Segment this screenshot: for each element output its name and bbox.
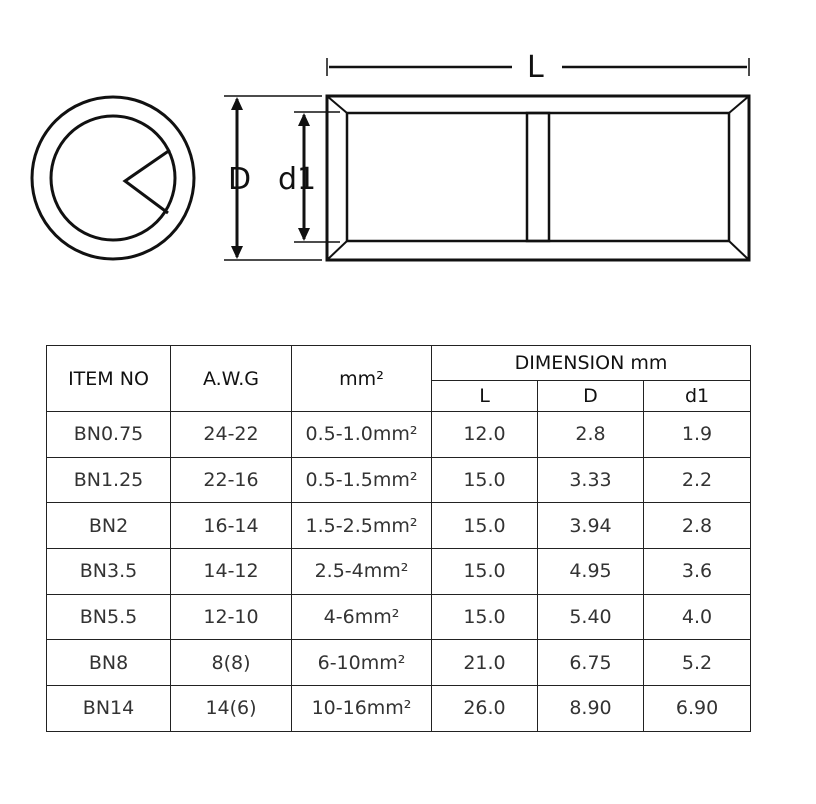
cell-awg: 22-16 (171, 457, 292, 503)
side-view-inner (347, 113, 729, 241)
cell-area: 0.5-1.5mm² (292, 457, 432, 503)
inner-diameter-label: d1 (278, 162, 317, 197)
cell-awg: 12-10 (171, 594, 292, 640)
cell-d1: 3.6 (644, 549, 751, 595)
cell-d: 4.95 (538, 549, 644, 595)
cell-area: 6-10mm² (292, 640, 432, 686)
side-view (327, 96, 749, 260)
table-row (47, 549, 751, 595)
table-row (47, 686, 751, 732)
cell-item: BN5.5 (47, 594, 171, 640)
cell-l: 26.0 (432, 686, 538, 732)
cell-area: 10-16mm² (292, 686, 432, 732)
side-view-center-stop (527, 113, 549, 241)
cell-awg: 14-12 (171, 549, 292, 595)
table-row (47, 503, 751, 549)
cell-d1: 5.2 (644, 640, 751, 686)
cell-d1: 2.8 (644, 503, 751, 549)
connector-drawing (0, 0, 816, 330)
cell-awg: 8(8) (171, 640, 292, 686)
cell-d1: 2.2 (644, 457, 751, 503)
cell-area: 2.5-4mm² (292, 549, 432, 595)
cell-d1: 4.0 (644, 594, 751, 640)
end-view (32, 97, 194, 259)
header-d: D (538, 381, 644, 412)
cell-l: 15.0 (432, 503, 538, 549)
cell-l: 15.0 (432, 594, 538, 640)
header-item-no: ITEM NO (47, 346, 171, 412)
table-row (47, 594, 751, 640)
inner-diameter-dimension (278, 112, 340, 242)
table-row (47, 412, 751, 458)
cell-area: 0.5-1.0mm² (292, 412, 432, 458)
header-dimension: DIMENSION mm (432, 346, 751, 381)
cell-area: 4-6mm² (292, 594, 432, 640)
table-row (47, 640, 751, 686)
end-view-inner-ring (51, 116, 175, 240)
cell-item: BN3.5 (47, 549, 171, 595)
cell-l: 15.0 (432, 457, 538, 503)
header-area: mm² (292, 346, 432, 412)
cell-awg: 14(6) (171, 686, 292, 732)
cell-d: 6.75 (538, 640, 644, 686)
length-label: L (527, 50, 544, 85)
cell-d1: 6.90 (644, 686, 751, 732)
cell-item: BN1.25 (47, 457, 171, 503)
header-d1: d1 (644, 381, 751, 412)
cell-awg: 16-14 (171, 503, 292, 549)
table-row (47, 457, 751, 503)
length-dimension (327, 50, 749, 85)
end-view-seam (125, 150, 170, 213)
cell-d1: 1.9 (644, 412, 751, 458)
cell-d: 2.8 (538, 412, 644, 458)
side-view-outer (327, 96, 749, 260)
end-view-outer-ring (32, 97, 194, 259)
outer-diameter-label: D (228, 162, 252, 197)
cell-d: 3.94 (538, 503, 644, 549)
cell-l: 12.0 (432, 412, 538, 458)
spec-table (46, 345, 751, 732)
cell-item: BN2 (47, 503, 171, 549)
cell-item: BN14 (47, 686, 171, 732)
cell-l: 15.0 (432, 549, 538, 595)
header-l: L (432, 381, 538, 412)
cell-d: 5.40 (538, 594, 644, 640)
cell-l: 21.0 (432, 640, 538, 686)
cell-area: 1.5-2.5mm² (292, 503, 432, 549)
cell-item: BN0.75 (47, 412, 171, 458)
cell-d: 3.33 (538, 457, 644, 503)
header-awg: A.W.G (171, 346, 292, 412)
cell-d: 8.90 (538, 686, 644, 732)
cell-item: BN8 (47, 640, 171, 686)
cell-awg: 24-22 (171, 412, 292, 458)
